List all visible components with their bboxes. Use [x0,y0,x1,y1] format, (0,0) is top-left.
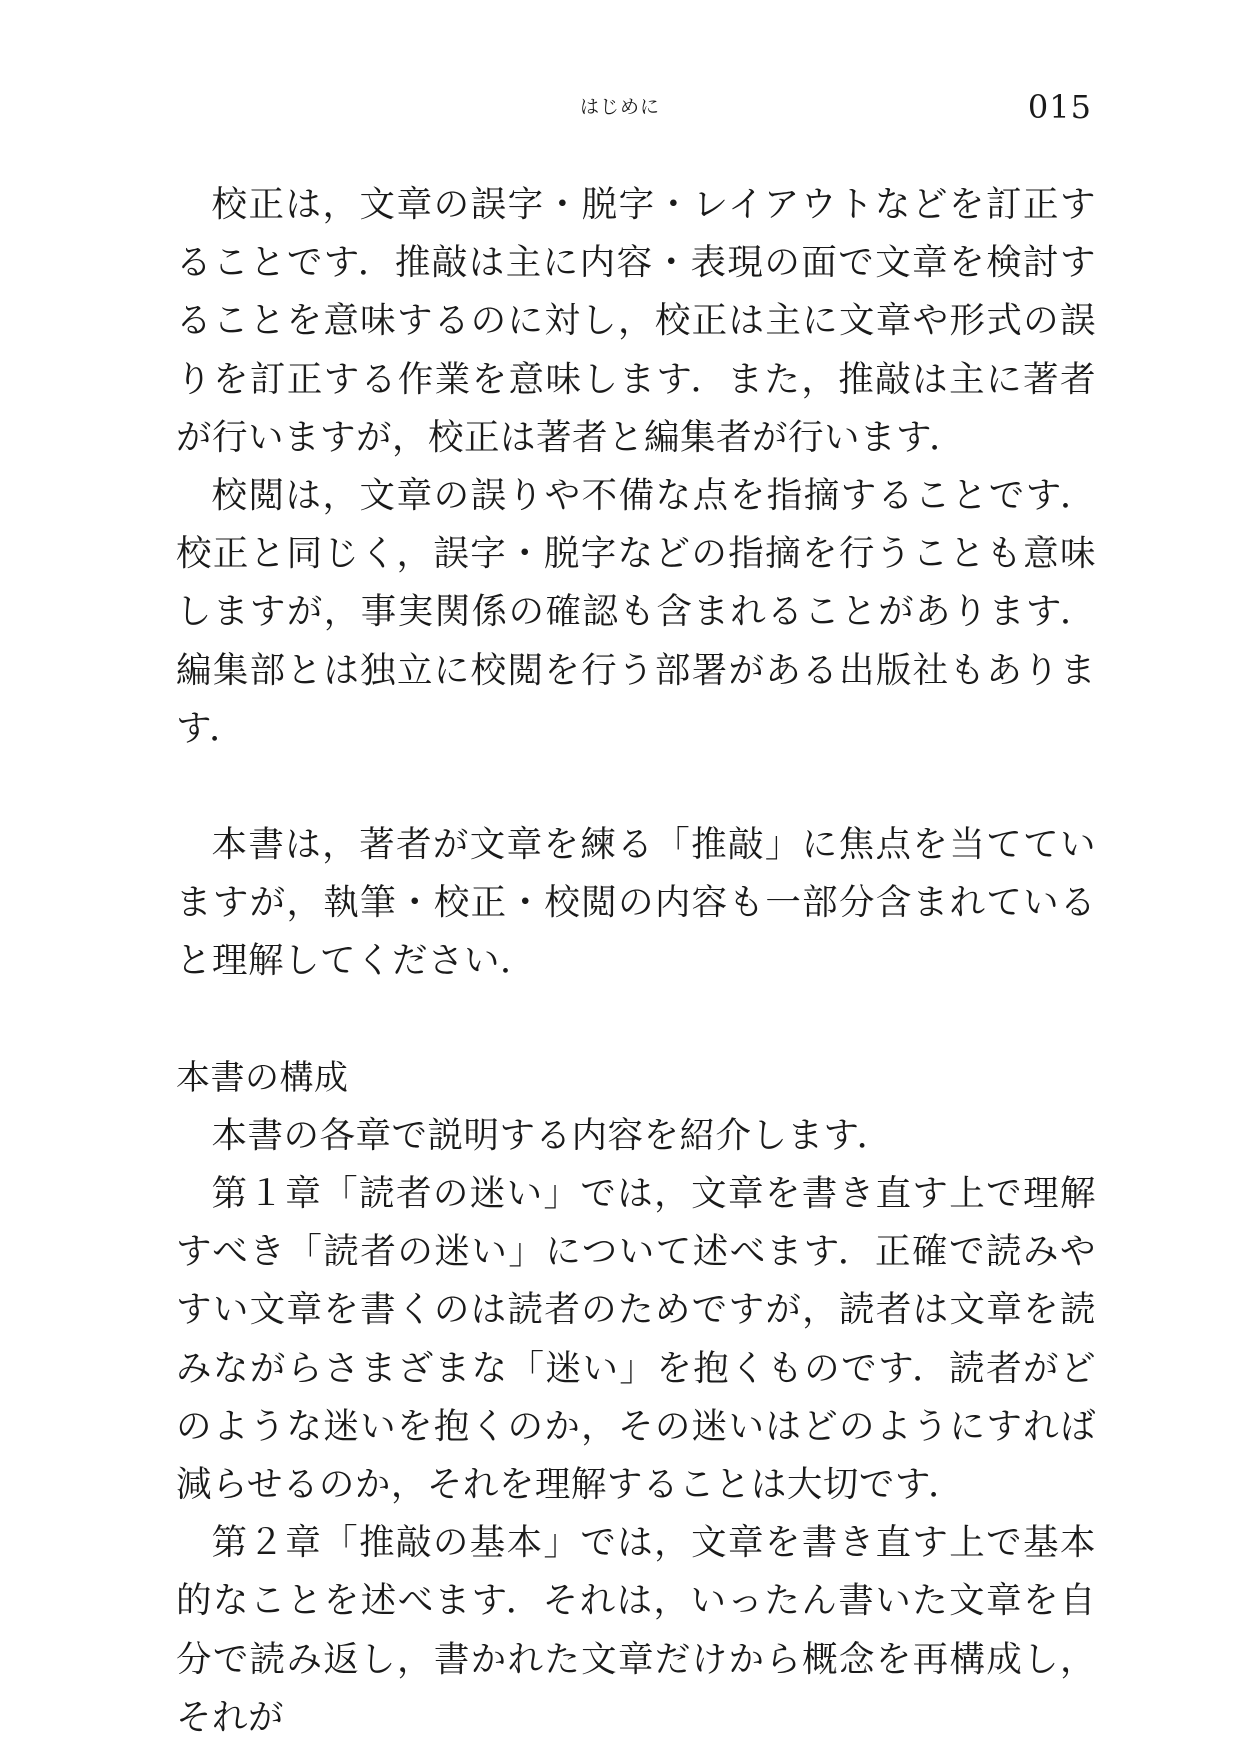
chapter-description: 」では，文章を書き直す上で基本的なことを述べます．それは，いったん書いた文章を自分で読み返し，書かれた文章だけから概念を再構成し，それが [176,1522,1096,1738]
paragraph-text: は，文章の誤りや不備な点を指摘することです．校正と同じく，誤字・脱字などの指摘を行うことも意味しますが，事実関係の確認も含まれることがあります．編集部とは独立に校閲を行う部署がある出版社もあります． [176,475,1096,749]
paragraph-chapter-1 [176,1165,1096,1514]
running-head: はじめに [579,96,660,118]
body-text [176,176,1096,1747]
section-heading: 本書の構成 [176,1057,349,1098]
term-proofreading: 校正 [211,184,286,225]
chapter-prefix: 第２章「 [211,1522,360,1564]
paragraph-proofreading [176,176,1096,467]
chapter-title: 読者の迷い [359,1173,544,1215]
paragraph-copyediting [176,467,1096,758]
section-intro: 本書の各章で説明する内容を紹介します． [211,1114,893,1156]
chapter-title: 推敲の基本 [359,1522,544,1564]
term-copyediting: 校閲 [211,475,286,517]
paragraph-focus: 本書は，著者が文章を練る「推敲」に焦点を当てていますが，執筆・校正・校閲の内容も一部分含まれていると理解してください． [176,824,1096,982]
chapter-prefix: 第１章「 [211,1173,360,1215]
paragraph-text: は，文章の誤字・脱字・レイアウトなどを訂正することです．推敲は主に内容・表現の面で文章を検討することを意味するのに対し，校正は主に文章や形式の誤りを訂正する作業を意味します．また，推敲は主に著者が行いますが，校正は著者と編集者が行います． [176,184,1096,458]
paragraph-chapter-2 [176,1514,1096,1747]
chapter-description: 」では，文章を書き直す上で理解すべき「読者の迷い」について述べます．正確で読みやすい文章を書くのは読者のためですが，読者は文章を読みながらさまざまな「迷い」を抱くものです．読者がどのような迷いを抱くのか，その迷いはどのようにすれば減らせるのか，それを理解することは大切です． [176,1173,1096,1506]
page-number: 015 [1027,88,1092,126]
